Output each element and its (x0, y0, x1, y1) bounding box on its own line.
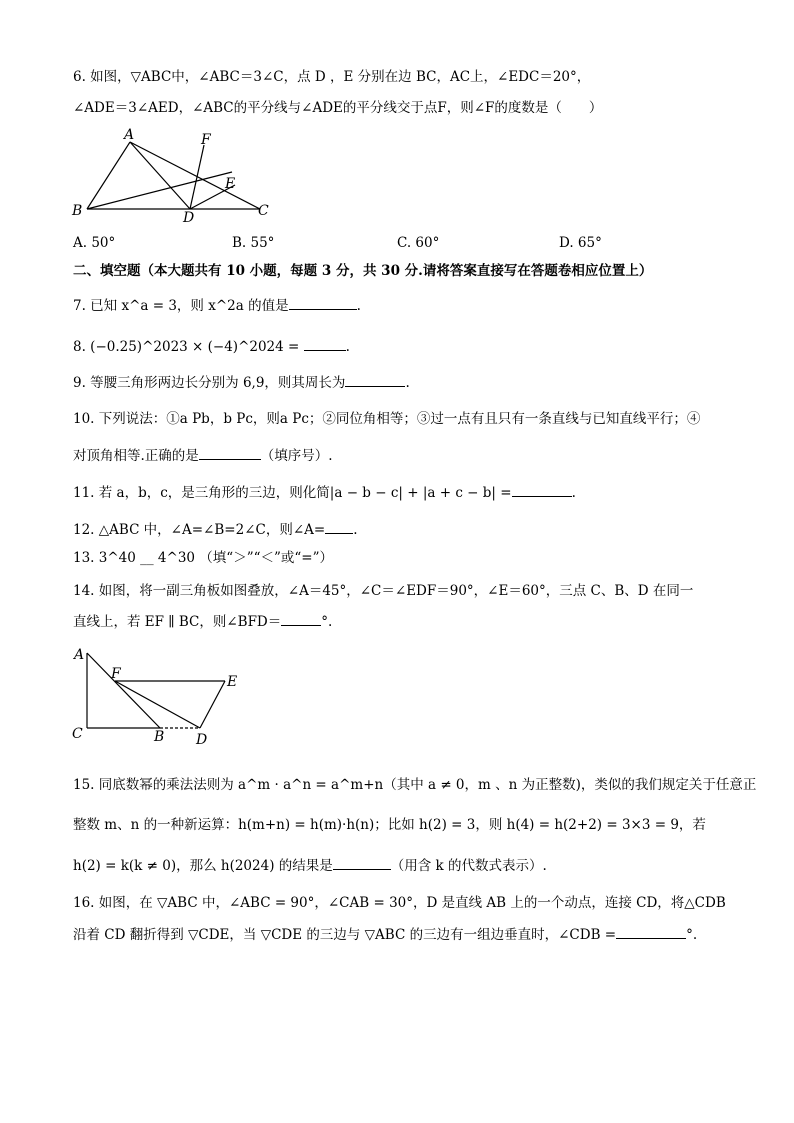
q16-line2 (73, 925, 697, 944)
q14-end: °. (321, 614, 333, 630)
q8-end: . (345, 339, 350, 355)
q10-end: （填序号）. (260, 448, 333, 464)
q10-text: 对顶角相等.正确的是 (73, 448, 199, 464)
q14-line2 (73, 612, 332, 631)
q11-end: . (571, 485, 576, 501)
q6-line1: 6. 如图，▽ABC中，∠ABC＝3∠C，点 D ，E 分别在边 BC，AC上，∠EDC＝20°， (73, 69, 591, 85)
q13: 13. 3^40 __ 4^30 （填“＞”“＜”或“=”） (73, 550, 334, 566)
q11-blank (512, 483, 572, 497)
q6-line2: ∠ADE＝3∠AED，∠ABC的平分线与∠ADE的平分线交于点F，则∠F的度数是（ ） (73, 100, 603, 116)
q14-triangle-figure (70, 645, 250, 750)
q7 (73, 296, 361, 315)
q6-option-d: D. 65° (559, 235, 602, 251)
q14-line1: 14. 如图，将一副三角板如图叠放，∠A＝45°，∠C＝∠EDF＝90°，∠E＝60°，三点 C、B、D 在同一 (73, 583, 694, 599)
q11 (73, 483, 576, 502)
q6-label-A: A (124, 127, 135, 143)
q6-triangle-figure (70, 125, 280, 225)
q15-line1: 15. 同底数幂的乘法法则为 a^m · a^n = a^m+n（其中 a ≠ 0，m 、n 为正整数)，类似的我们规定关于任意正 (73, 777, 757, 793)
q6-label-D: D (183, 210, 195, 225)
q12-blank (325, 520, 353, 534)
q9-blank (345, 373, 405, 387)
q12 (73, 520, 358, 539)
q10-line1: 10. 下列说法：①a Pb，b Pc，则a Pc；②同位角相等；③过一点有且只有一条直线与已知直线平行；④ (73, 411, 701, 427)
q14-label-A: A (74, 647, 85, 663)
q15-line2: 整数 m、n 的一种新运算：h(m+n) = h(m)·h(n)；比如 h(2) = 3，则 h(4) = h(2+2) = 3×3 = 9，若 (73, 817, 706, 833)
q14-label-D: D (196, 732, 208, 748)
q8-blank (304, 337, 346, 351)
q16-text: 沿着 CD 翻折得到 ▽CDE，当 ▽CDE 的三边与 ▽ABC 的三边有一组边垂直时，∠CDB = (73, 927, 617, 943)
q7-text: 7. 已知 x^a = 3，则 x^2a 的值是 (73, 298, 289, 314)
q15-end: （用含 k 的代数式表示）. (390, 858, 547, 874)
q15-text: h(2) = k(k ≠ 0)，那么 h(2024) 的结果是 (73, 858, 333, 874)
q10-blank (199, 446, 261, 460)
q6-option-c: C. 60° (397, 235, 440, 251)
q12-end: . (353, 522, 358, 538)
q14-text: 直线上，若 EF ∥ BC，则∠BFD＝ (73, 614, 282, 630)
q8-text: 8. (−0.25)^2023 × (−4)^2024 = (73, 339, 300, 355)
q6-label-F: F (201, 132, 211, 148)
q10-line2 (73, 446, 333, 465)
q14-label-B: B (154, 729, 165, 745)
q16-blank (616, 925, 686, 939)
q15-blank (333, 856, 391, 870)
q14-label-F: F (111, 666, 121, 682)
q14-label-E: E (227, 674, 238, 690)
q8 (73, 337, 350, 356)
q15-line3 (73, 856, 547, 875)
q6-option-a: A. 50° (73, 235, 116, 251)
q7-blank (289, 296, 357, 310)
q6-label-E: E (225, 176, 236, 192)
q7-end: . (356, 298, 361, 314)
q14-label-C: C (72, 726, 83, 742)
q9-text: 9. 等腰三角形两边长分别为 6,9，则其周长为 (73, 375, 346, 391)
q14-blank (281, 612, 321, 626)
q16-line1: 16. 如图，在 ▽ABC 中，∠ABC = 90°，∠CAB = 30°，D 是直线 AB 上的一个动点，连接 CD，将△CDB (73, 895, 726, 911)
q6-label-C: C (258, 203, 269, 219)
q9-end: . (405, 375, 410, 391)
q11-text: 11. 若 a，b，c，是三角形的三边，则化简|a − b − c| + |a + c − b| = (73, 485, 512, 501)
q16-end: °. (686, 927, 698, 943)
section-heading: 二、填空题（本大题共有 10 小题，每题 3 分，共 30 分.请将答案直接写在答题卷相应位置上） (73, 263, 653, 279)
q6-label-B: B (72, 203, 83, 219)
q6-option-b: B. 55° (232, 235, 275, 251)
q9 (73, 373, 410, 392)
q12-text: 12. △ABC 中，∠A=∠B=2∠C，则∠A= (73, 522, 326, 538)
